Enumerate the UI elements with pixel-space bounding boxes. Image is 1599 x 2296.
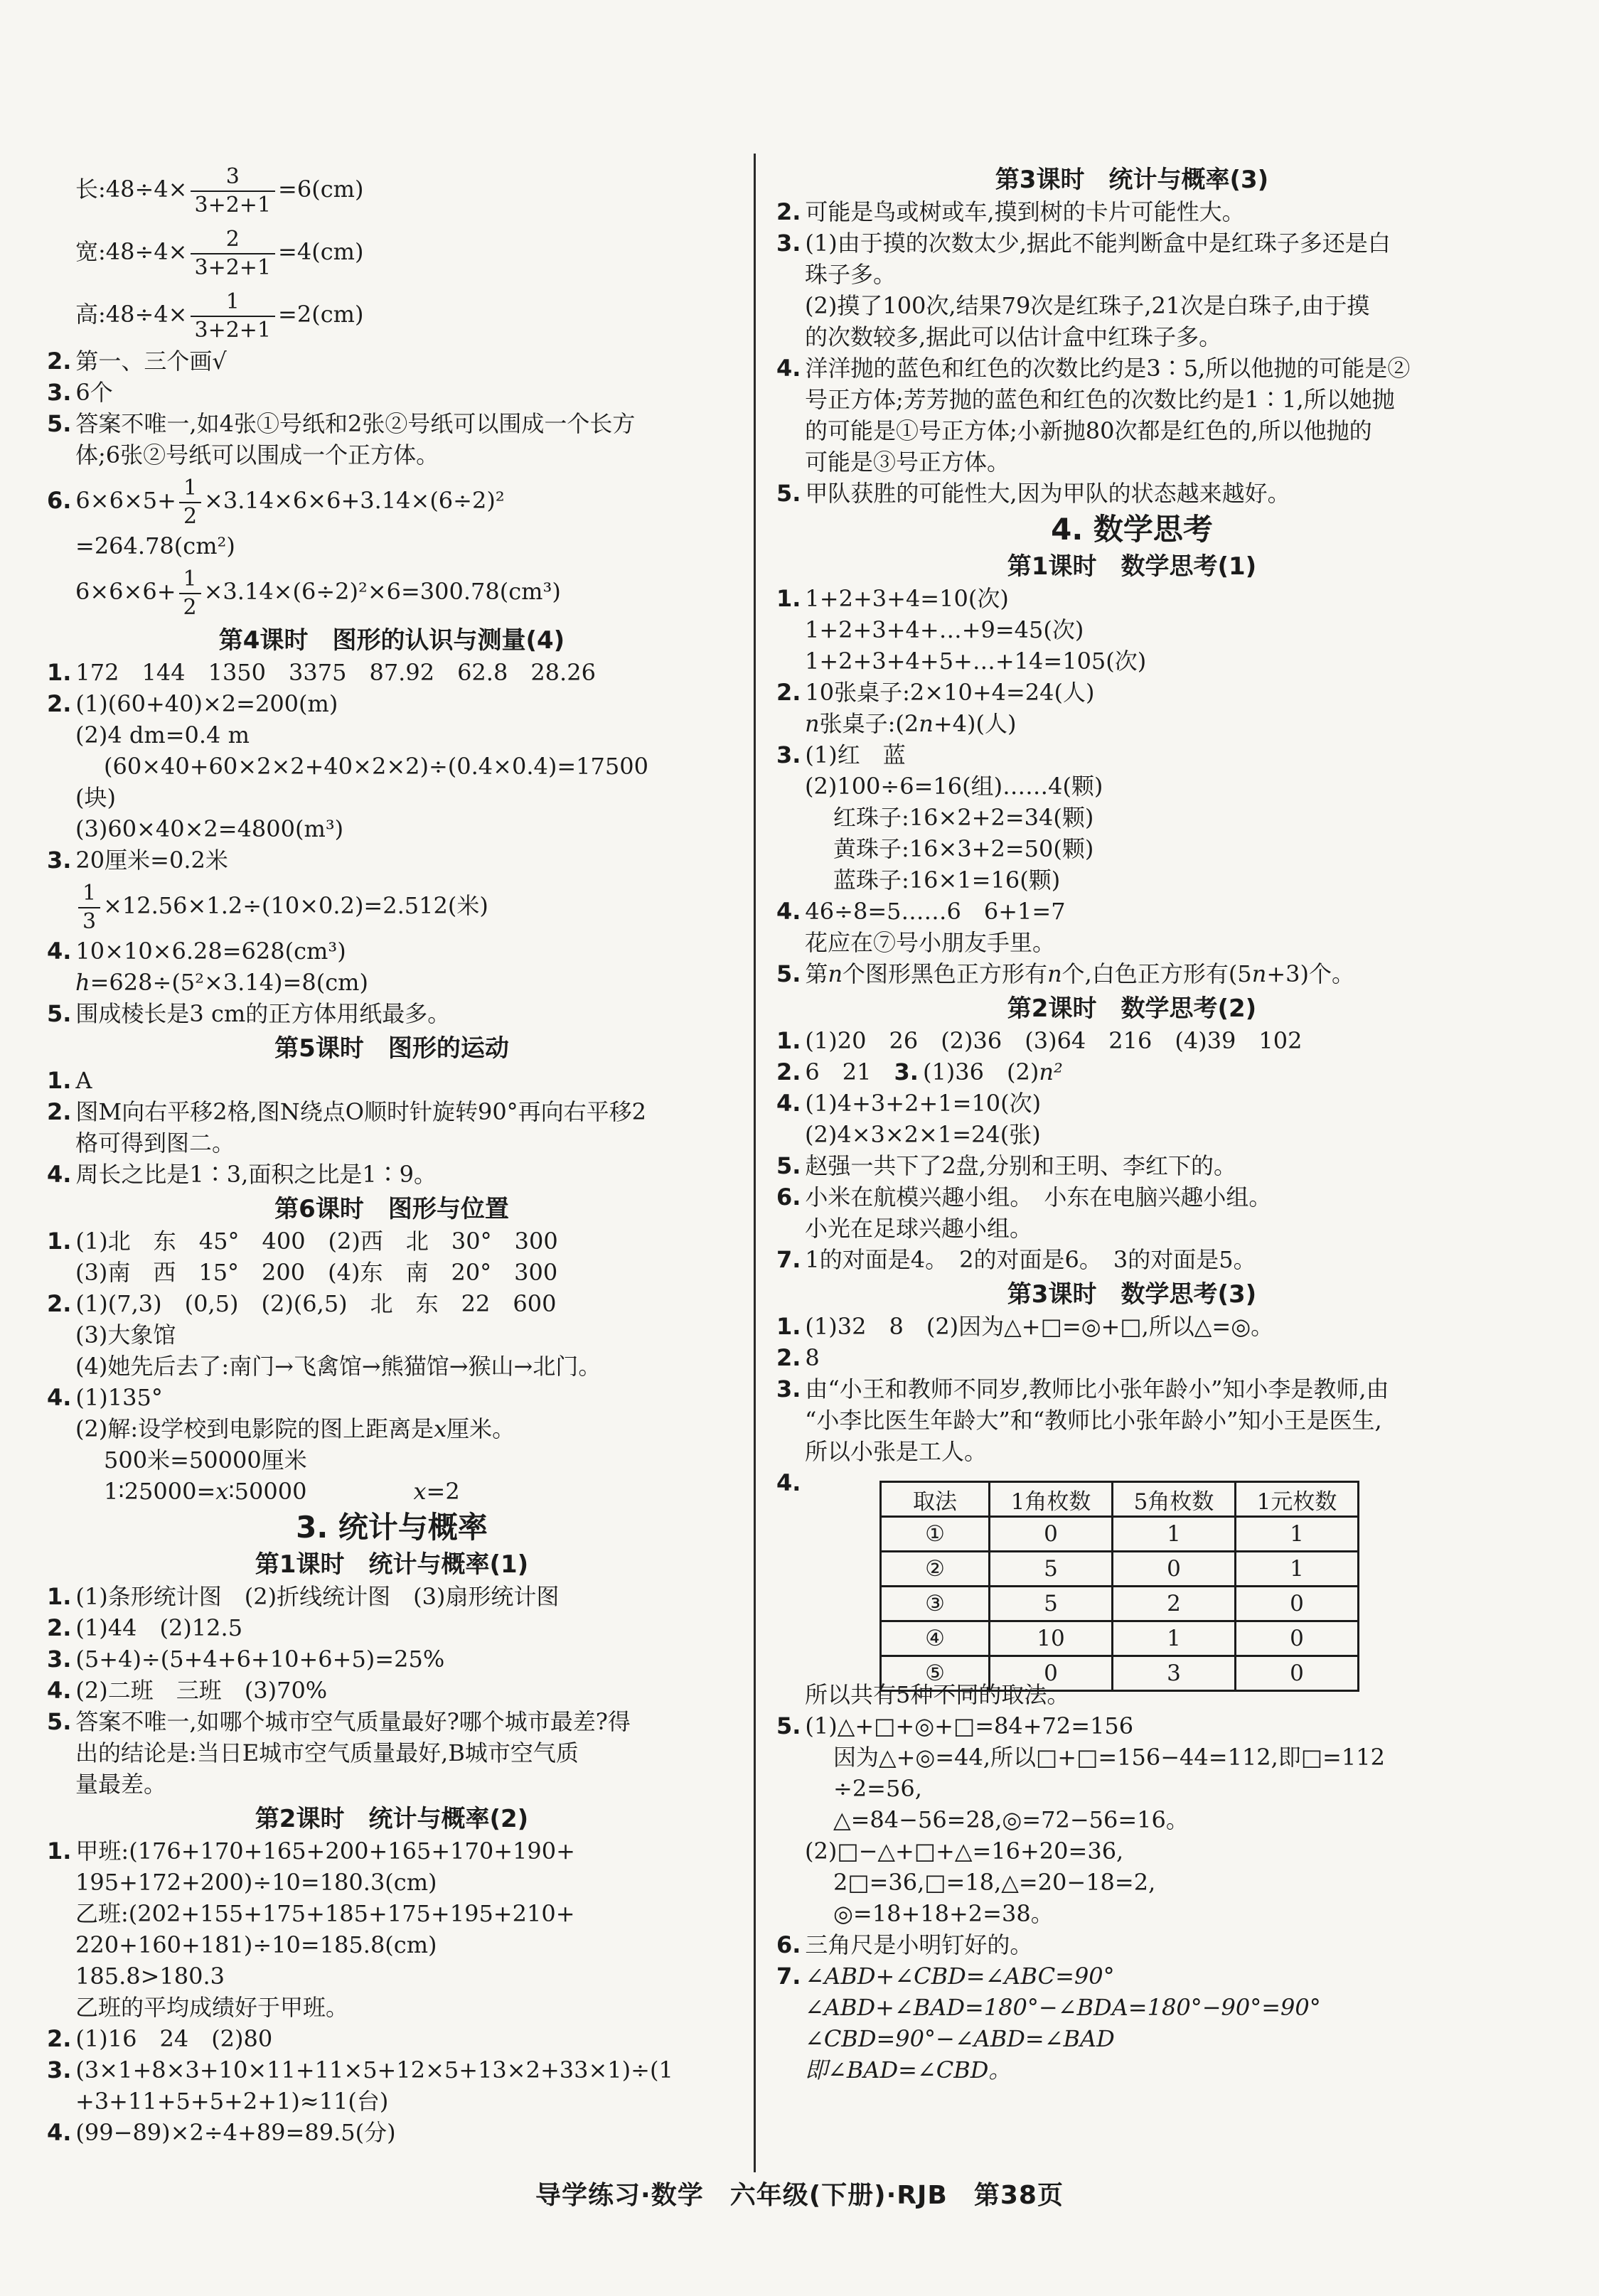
answer-line: 的可能是①号正方体;小新抛80次都是红色的,所以他抛的 bbox=[805, 417, 1372, 444]
answer-line: 500米=50000厘米 bbox=[104, 1447, 307, 1474]
answer-line: =264.78(cm²) bbox=[75, 532, 235, 559]
right-column bbox=[776, 163, 1487, 2086]
answer-line: 1. (1)条形统计图 (2)折线统计图 (3)扇形统计图 bbox=[47, 1583, 560, 1610]
answer-line: +3+11+5+5+2+1)≈11(台) bbox=[75, 2088, 389, 2115]
answer-line: 3. 由“小王和教师不同岁,教师比小张年龄小”知小李是教师,由 bbox=[776, 1375, 1389, 1402]
section-heading: 第3课时 数学思考(3) bbox=[1007, 1280, 1257, 1309]
answer-line: 2. (1)(60+40)×2=200(m) bbox=[47, 690, 338, 717]
fraction: $\frac{1}{3+2+1}$ bbox=[191, 289, 276, 344]
answer-line: 5. (1)△+□+◎+□=84+72=156 bbox=[776, 1712, 1134, 1739]
table-cell: 10 bbox=[990, 1621, 1113, 1656]
answer-line: 宽:48÷4× $\frac{2}{3+2+1}$ =4(cm) bbox=[75, 226, 364, 280]
table-cell: 3 bbox=[1113, 1656, 1236, 1691]
section-heading: 第1课时 数学思考(1) bbox=[1007, 552, 1257, 581]
section-heading: 第3课时 统计与概率(3) bbox=[995, 166, 1269, 194]
answer-line: 号正方体;芳芳抛的蓝色和红色的次数比约是1∶1,所以她抛 bbox=[805, 386, 1395, 413]
answer-line: △=84−56=28,◎=72−56=16。 bbox=[833, 1806, 1189, 1833]
answer-line: (2)□−△+□+△=16+20=36, bbox=[805, 1838, 1124, 1865]
answer-line: 7. 1的对面是4。 2的对面是6。 3的对面是5。 bbox=[776, 1246, 1256, 1273]
left-column bbox=[47, 158, 737, 2148]
answer-line: ∠CBD=90°−∠ABD=∠BAD bbox=[805, 2025, 1115, 2052]
answer-line: 所以小张是工人。 bbox=[805, 1438, 988, 1465]
table-cell: 5 bbox=[990, 1587, 1113, 1621]
answer-line: 4. 洋洋抛的蓝色和红色的次数比约是3∶5,所以他抛的可能是② bbox=[776, 355, 1411, 382]
answer-line: 2. 第一、三个画√ bbox=[47, 348, 227, 375]
answer-line: h=628÷(5²×3.14)=8(cm) bbox=[75, 969, 368, 996]
table-cell: 1 bbox=[1113, 1517, 1236, 1552]
section-heading: 第2课时 统计与概率(2) bbox=[255, 1805, 529, 1833]
answer-line: $\frac{1}{3}$ ×12.56×1.2÷(10×0.2)=2.512(米) bbox=[47, 876, 737, 935]
table-cell: 0 bbox=[1113, 1552, 1236, 1587]
table-row bbox=[881, 1621, 1359, 1656]
answer-line: 3. (1)红 蓝 bbox=[776, 741, 906, 768]
fraction: $\frac{1}{3}$ bbox=[78, 880, 100, 935]
answer-line: 因为△+◎=44,所以□+□=156−44=112,即□=112 bbox=[833, 1744, 1385, 1771]
table-cell: ⑤ bbox=[881, 1656, 990, 1691]
answer-line: (2)100÷6=16(组)……4(颗) bbox=[805, 773, 1103, 800]
answer-line: 3. (5+4)÷(5+4+6+10+6+5)=25% bbox=[47, 1646, 445, 1673]
answer-line: 珠子多。 bbox=[805, 261, 897, 288]
table-cell: ③ bbox=[881, 1587, 990, 1621]
answer-line: 高:48÷4× $\frac{1}{3+2+1}$ =2(cm) bbox=[75, 289, 364, 343]
answer-line: (块) bbox=[75, 784, 116, 811]
answer-line: 蓝珠子:16×1=16(颗) bbox=[833, 867, 1061, 894]
answer-line: 小光在足球兴趣小组。 bbox=[805, 1215, 1033, 1242]
answer-line: 2. 可能是鸟或树或车,摸到树的卡片可能性大。 bbox=[776, 198, 1245, 225]
answer-line: 5. 答案不唯一,如4张①号纸和2张②号纸可以围成一个长方 bbox=[47, 410, 636, 437]
answer-line: 6. 小米在航模兴趣小组。 小东在电脑兴趣小组。 bbox=[776, 1184, 1272, 1211]
answer-line: 1. 1+2+3+4=10(次) bbox=[776, 585, 1009, 612]
fraction: $\frac{1}{2}$ bbox=[179, 475, 201, 530]
answer-line: 所以共有5种不同的取法。 bbox=[805, 1681, 1070, 1708]
table-header-cell: 5角枚数 bbox=[1113, 1482, 1236, 1517]
fraction: $\frac{1}{2}$ bbox=[179, 566, 201, 621]
table-header-cell: 1元枚数 bbox=[1236, 1482, 1359, 1517]
answer-line: 2. 10张桌子:2×10+4=24(人) bbox=[776, 679, 1095, 706]
answer-line: 4. bbox=[776, 1469, 801, 1496]
table-row bbox=[881, 1552, 1359, 1587]
answer-line: 7. ∠ABD+∠CBD=∠ABC=90° bbox=[776, 1963, 1115, 1990]
answer-line: 2. (1)44 (2)12.5 bbox=[47, 1614, 243, 1641]
answer-line: 4. (1)135° bbox=[47, 1384, 163, 1411]
section-heading: 第5课时 图形的运动 bbox=[274, 1034, 509, 1063]
answer-line: 2□=36,□=18,△=20−18=2, bbox=[833, 1869, 1156, 1896]
answer-line: 195+172+200)÷10=180.3(cm) bbox=[75, 1869, 437, 1896]
answer-line: “小李比医生年龄大”和“教师比小张年龄小”知小王是医生, bbox=[805, 1407, 1382, 1434]
answer-line: 乙班的平均成绩好于甲班。 bbox=[75, 1994, 349, 2021]
answer-line: 2. 8 bbox=[776, 1344, 820, 1371]
answer-line: 3. (3×1+8×3+10×11+11×5+12×5+13×2+33×1)÷(1 bbox=[47, 2056, 673, 2083]
table-cell: 0 bbox=[1236, 1656, 1359, 1691]
answer-line: n张桌子:(2n+4)(人) bbox=[805, 710, 1017, 737]
answer-line: (3)南 西 15° 200 (4)东 南 20° 300 bbox=[75, 1259, 558, 1286]
table-row bbox=[881, 1587, 1359, 1621]
answer-line: 185.8>180.3 bbox=[75, 1963, 225, 1990]
table-cell: ② bbox=[881, 1552, 990, 1587]
table-cell: 0 bbox=[990, 1517, 1113, 1552]
answer-line: 2. 6 21 3. (1)36 (2)n² bbox=[776, 1058, 1063, 1085]
section-heading: 第2课时 数学思考(2) bbox=[1007, 994, 1257, 1023]
answer-line: (2)4 dm=0.4 m bbox=[75, 721, 250, 749]
table-cell: ① bbox=[881, 1517, 990, 1552]
answer-line: 4. 周长之比是1∶3,面积之比是1∶9。 bbox=[47, 1161, 437, 1188]
fraction: $\frac{3}{3+2+1}$ bbox=[191, 163, 276, 219]
answer-line: ÷2=56, bbox=[833, 1775, 922, 1802]
answer-line: 1+2+3+4+5+…+14=105(次) bbox=[805, 648, 1147, 675]
answer-line: 1. A bbox=[47, 1067, 92, 1094]
answer-line: 乙班:(202+155+175+185+175+195+210+ bbox=[75, 1900, 575, 1927]
answer-line: 可能是③号正方体。 bbox=[805, 449, 1010, 476]
answer-line: 1∶25000=x∶50000 x=2 bbox=[104, 1478, 460, 1505]
answer-line: 5. 赵强一共下了2盘,分别和王明、李红下的。 bbox=[776, 1152, 1236, 1179]
answer-line: 4. 46÷8=5……6 6+1=7 bbox=[776, 898, 1066, 925]
table-cell: 1 bbox=[1236, 1517, 1359, 1552]
answer-line: 的次数较多,据此可以估计盒中红珠子多。 bbox=[805, 323, 1222, 350]
answer-line: 4. (2)二班 三班 (3)70% bbox=[47, 1677, 328, 1704]
answer-line: 3. (1)由于摸的次数太少,据此不能判断盒中是红珠子多还是白 bbox=[776, 230, 1391, 257]
answer-line: 1+2+3+4+…+9=45(次) bbox=[805, 616, 1084, 643]
table-row bbox=[881, 1656, 1359, 1691]
answer-line: 黄珠子:16×3+2=50(颗) bbox=[833, 835, 1094, 862]
table-header-cell: 取法 bbox=[881, 1482, 990, 1517]
answer-line: 3. 20厘米=0.2米 bbox=[47, 847, 228, 874]
answer-line: (2)4×3×2×1=24(张) bbox=[805, 1121, 1041, 1148]
answer-line: 量最差。 bbox=[75, 1771, 167, 1798]
table-cell: 0 bbox=[990, 1656, 1113, 1691]
answer-line: 1. 172 144 1350 3375 87.92 62.8 28.26 bbox=[47, 659, 596, 686]
table-cell: 1 bbox=[1113, 1621, 1236, 1656]
answer-line: 红珠子:16×2+2=34(颗) bbox=[833, 804, 1094, 831]
column-divider bbox=[754, 154, 756, 2172]
answer-line: 体;6张②号纸可以围成一个正方体。 bbox=[75, 441, 439, 468]
answer-line: 6. 三角尺是小明钉好的。 bbox=[776, 1931, 1033, 1958]
page-footer: 导学练习·数学 六年级(下册)·RJB 第38页 bbox=[535, 2181, 1064, 2210]
answer-line: (2)摸了100次,结果79次是红珠子,21次是白珠子,由于摸 bbox=[805, 292, 1370, 319]
answer-line: 5. 围成棱长是3 cm的正方体用纸最多。 bbox=[47, 1000, 451, 1027]
answer-line: (4)她先后去了:南门→飞禽馆→熊猫馆→猴山→北门。 bbox=[75, 1353, 601, 1380]
answer-line: 出的结论是:当日E城市空气质量最好,B城市空气质 bbox=[75, 1739, 579, 1766]
fraction: $\frac{2}{3+2+1}$ bbox=[191, 226, 276, 281]
section-heading: 第1课时 统计与概率(1) bbox=[255, 1550, 529, 1579]
answer-line: 5. 答案不唯一,如哪个城市空气质量最好?哪个城市最差?得 bbox=[47, 1708, 631, 1735]
answer-line: 花应在⑦号小朋友手里。 bbox=[805, 929, 1056, 956]
table-cell: 1 bbox=[1236, 1552, 1359, 1587]
answer-line: ∠ABD+∠BAD=180°−∠BDA=180°−90°=90° bbox=[805, 1994, 1321, 2021]
answer-line: 长:48÷4× $\frac{3}{3+2+1}$ =6(cm) bbox=[75, 163, 364, 218]
answer-line: 1. (1)20 26 (2)36 (3)64 216 (4)39 102 bbox=[776, 1027, 1303, 1054]
answer-line: (3)大象馆 bbox=[75, 1321, 176, 1348]
answer-line: (60×40+60×2×2+40×2×2)÷(0.4×0.4)=17500 bbox=[104, 753, 648, 780]
answer-line: 2. (1)16 24 (2)80 bbox=[47, 2025, 273, 2052]
answer-line: 1. (1)32 8 (2)因为△+□=◎+□,所以△=◎。 bbox=[776, 1313, 1274, 1340]
table-cell: 5 bbox=[990, 1552, 1113, 1587]
answer-line: 6×6×6+ $\frac{1}{2}$ ×3.14×(6÷2)²×6=300.78(cm³) bbox=[75, 566, 561, 620]
answer-line: 5. 甲队获胜的可能性大,因为甲队的状态越来越好。 bbox=[776, 480, 1290, 507]
answer-line: 220+160+181)÷10=185.8(cm) bbox=[75, 1931, 437, 1958]
answer-line: 即∠BAD=∠CBD。 bbox=[805, 2056, 1012, 2083]
table-cell: 2 bbox=[1113, 1587, 1236, 1621]
answer-line: 4. 10×10×6.28=628(cm³) bbox=[47, 938, 346, 965]
answer-line: 4. (99−89)×2÷4+89=89.5(分) bbox=[47, 2119, 396, 2146]
table-header-row bbox=[881, 1482, 1359, 1517]
answer-line: (3)60×40×2=4800(m³) bbox=[75, 815, 344, 842]
table-cell: 0 bbox=[1236, 1587, 1359, 1621]
chapter-heading: 4. 数学思考 bbox=[1051, 512, 1213, 547]
table-row bbox=[881, 1517, 1359, 1552]
answer-line: ◎=18+18+2=38。 bbox=[833, 1900, 1054, 1927]
answer-line: 2. (1)(7,3) (0,5) (2)(6,5) 北 东 22 600 bbox=[47, 1290, 557, 1317]
table-header-cell: 1角枚数 bbox=[990, 1482, 1113, 1517]
section-heading: 第4课时 图形的认识与测量(4) bbox=[218, 626, 565, 655]
answer-line: 1. 甲班:(176+170+165+200+165+170+190+ bbox=[47, 1838, 575, 1865]
answer-line: 4. (1)4+3+2+1=10(次) bbox=[776, 1090, 1042, 1117]
table-cell: 0 bbox=[1236, 1621, 1359, 1656]
answer-line: 1. (1)北 东 45° 400 (2)西 北 30° 300 bbox=[47, 1228, 558, 1255]
table-cell: ④ bbox=[881, 1621, 990, 1656]
answer-line: 2. 图M向右平移2格,图N绕点O顺时针旋转90°再向右平移2 bbox=[47, 1098, 647, 1125]
section-heading: 第6课时 图形与位置 bbox=[274, 1195, 509, 1223]
answer-line: (2)解:设学校到电影院的图上距离是x厘米。 bbox=[75, 1415, 515, 1442]
answer-line: 格可得到图二。 bbox=[75, 1130, 235, 1157]
answer-line: 6. 6×6×5+ $\frac{1}{2}$ ×3.14×6×6+3.14×(6÷2)² bbox=[47, 475, 505, 529]
answer-line: 5. 第n个图形黑色正方形有n个,白色正方形有(5n+3)个。 bbox=[776, 960, 1354, 987]
chapter-heading: 3. 统计与概率 bbox=[296, 1510, 488, 1545]
answer-line: 3. 6个 bbox=[47, 379, 113, 406]
coin-combination-table bbox=[879, 1481, 1359, 1692]
